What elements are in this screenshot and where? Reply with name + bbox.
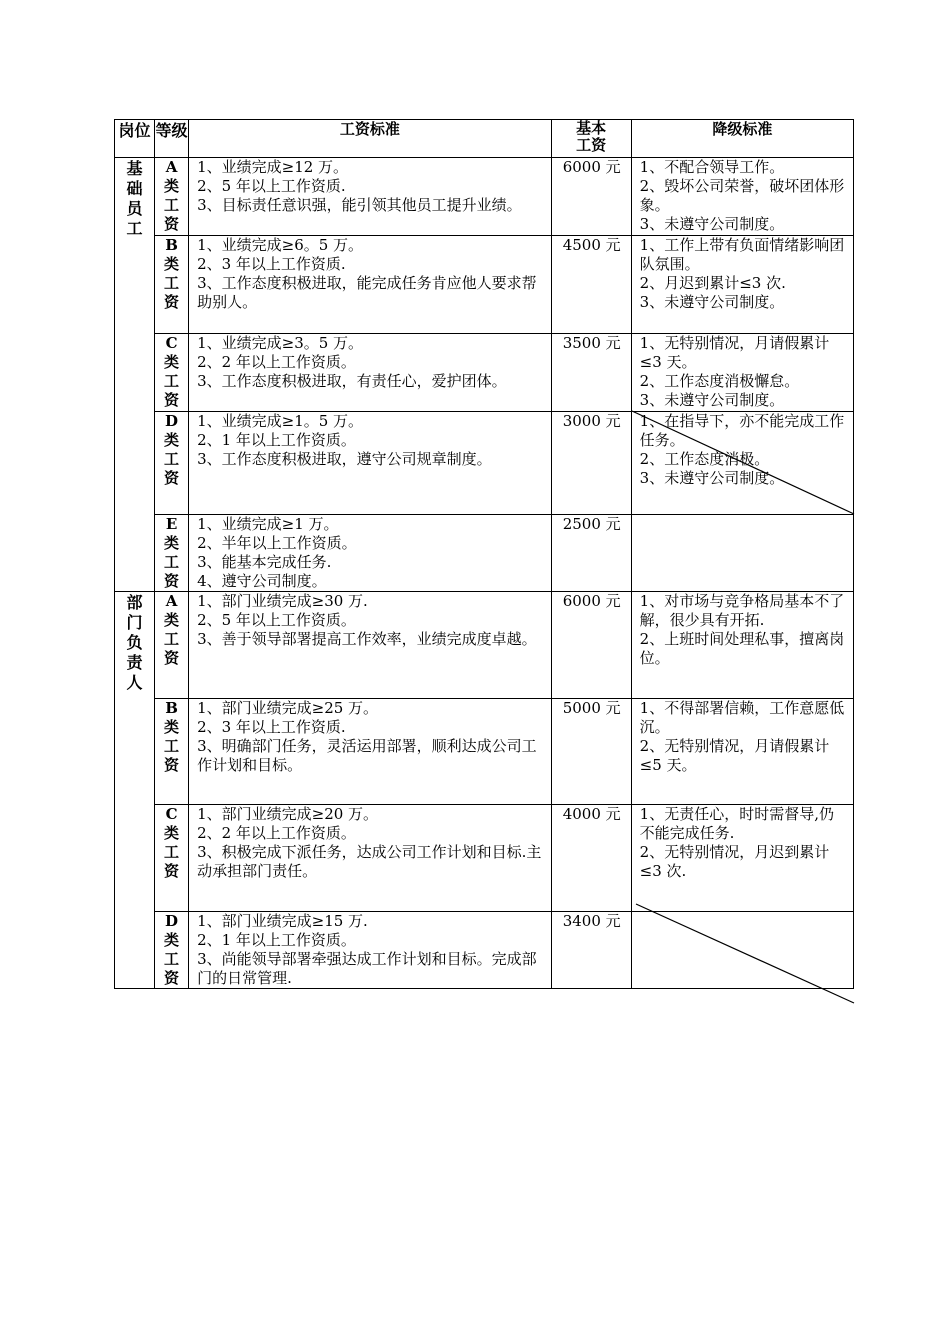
standard-line: 3、善于领导部署提高工作效率，业绩完成度卓越。: [197, 630, 537, 648]
table-row: [115, 236, 854, 334]
standard-cell: [189, 592, 551, 699]
grade-char: 类: [164, 534, 180, 552]
salary-standard-document: [114, 119, 854, 989]
table-row: [115, 592, 854, 699]
grade-cell: [155, 412, 189, 515]
grade-char: A: [165, 158, 178, 176]
strike-diagonal-d-manager: [114, 119, 115, 120]
grade-cell: [155, 699, 189, 805]
standard-cell: [189, 158, 551, 236]
standard-cell: [189, 515, 551, 592]
base-salary-cell: 2500 元: [551, 515, 631, 592]
base-salary-cell: 6000 元: [551, 158, 631, 236]
standard-line: 2、2 年以上工作资质。: [197, 353, 356, 371]
grade-char: A: [165, 592, 178, 610]
standard-line: 3、积极完成下派任务，达成公司工作计划和目标.主动承担部门责任。: [197, 843, 542, 880]
post-label: 部门负责人: [126, 593, 143, 692]
downgrade-cell: [631, 236, 853, 334]
standard-cell: [189, 412, 551, 515]
base-salary-cell: 3500 元: [551, 334, 631, 412]
downgrade-cell: [631, 592, 853, 699]
downgrade-line: 2、毁坏公司荣誉，破坏团体形象。: [639, 177, 845, 214]
downgrade-line: 3、未遵守公司制度。: [639, 215, 785, 233]
grade-char: 工: [164, 274, 180, 292]
downgrade-line: 1、无责任心，时时需督导,仍不能完成任务.: [639, 805, 834, 842]
standard-line: 3、尚能领导部署牵强达成工作计划和目标。完成部门的日常管理.: [197, 950, 537, 987]
salary-table: [114, 119, 854, 989]
standard-cell: [189, 699, 551, 805]
grade-char: 类: [164, 931, 180, 949]
grade-char: 工: [164, 843, 180, 861]
table-row: [115, 412, 854, 515]
table-row: [115, 699, 854, 805]
standard-line: 1、业绩完成≥12 万。: [197, 158, 349, 176]
downgrade-line: 3、未遵守公司制度。: [639, 293, 785, 311]
grade-cell: [155, 912, 189, 989]
downgrade-line: 2、工作态度消极。: [639, 450, 770, 468]
table-row: [115, 158, 854, 236]
grade-cell: [155, 334, 189, 412]
standard-line: 4、遵守公司制度。: [197, 572, 327, 590]
downgrade-line: 1、不配合领导工作。: [639, 158, 785, 176]
downgrade-line: 1、对市场与竞争格局基本不了解，很少具有开拓.: [639, 592, 845, 629]
standard-line: 1、业绩完成≥1。5 万。: [197, 412, 364, 430]
grade-char: 类: [164, 353, 180, 371]
downgrade-line: 2、月迟到累计≤3 次.: [639, 274, 786, 292]
grade-char: 资: [164, 756, 180, 774]
grade-char: 资: [164, 572, 180, 590]
standard-line: 2、3 年以上工作资质.: [197, 255, 346, 273]
grade-cell: [155, 158, 189, 236]
standard-line: 1、部门业绩完成≥20 万。: [197, 805, 379, 823]
standard-line: 1、业绩完成≥6。5 万。: [197, 236, 364, 254]
grade-char: 资: [164, 293, 180, 311]
grade-char: 类: [164, 177, 180, 195]
grade-char: E: [165, 515, 178, 533]
grade-char: 资: [164, 391, 180, 409]
standard-line: 1、业绩完成≥1 万。: [197, 515, 339, 533]
base-salary-cell: 3400 元: [551, 912, 631, 989]
grade-char: 工: [164, 737, 180, 755]
downgrade-line: 2、无特别情况，月请假累计≤5 天。: [639, 737, 830, 774]
standard-line: 2、5 年以上工作资质.: [197, 177, 346, 195]
downgrade-line: 2、上班时间处理私事，擅离岗位。: [639, 630, 845, 667]
downgrade-cell: [631, 699, 853, 805]
standard-line: 3、工作态度积极进取，能完成任务肯应他人要求帮助别人。: [197, 274, 537, 311]
downgrade-cell: [631, 515, 853, 592]
post-label: 基础员工: [126, 159, 143, 238]
standard-line: 2、3 年以上工作资质.: [197, 718, 346, 736]
standard-cell: [189, 912, 551, 989]
standard-line: 2、2 年以上工作资质。: [197, 824, 356, 842]
grade-char: 工: [164, 450, 180, 468]
base-salary-cell: 4500 元: [551, 236, 631, 334]
standard-cell: [189, 236, 551, 334]
downgrade-cell: [631, 912, 853, 989]
grade-char: 工: [164, 630, 180, 648]
standard-cell: [189, 805, 551, 912]
grade-char: D: [165, 412, 179, 430]
downgrade-line: 1、不得部署信赖，工作意愿低沉。: [639, 699, 845, 736]
downgrade-line: 3、未遵守公司制度。: [639, 391, 785, 409]
standard-line: 2、1 年以上工作资质。: [197, 431, 356, 449]
base-salary-cell: 4000 元: [551, 805, 631, 912]
standard-cell: [189, 334, 551, 412]
grade-char: 类: [164, 824, 180, 842]
grade-char: 类: [164, 431, 180, 449]
downgrade-cell: [631, 412, 853, 515]
grade-cell: [155, 515, 189, 592]
grade-char: 工: [164, 950, 180, 968]
post-cell: [115, 592, 155, 989]
standard-line: 2、半年以上工作资质。: [197, 534, 357, 552]
downgrade-cell: [631, 805, 853, 912]
grade-char: D: [165, 912, 179, 930]
grade-cell: [155, 592, 189, 699]
grade-char: 工: [164, 372, 180, 390]
grade-char: B: [165, 236, 178, 254]
grade-char: 工: [164, 553, 180, 571]
standard-line: 1、部门业绩完成≥30 万.: [197, 592, 368, 610]
grade-char: C: [165, 805, 178, 823]
standard-line: 3、工作态度积极进取，有责任心，爱护团体。: [197, 372, 507, 390]
post-cell: [115, 158, 155, 592]
base-salary-cell: 3000 元: [551, 412, 631, 515]
grade-char: 资: [164, 862, 180, 880]
grade-char: 类: [164, 255, 180, 273]
grade-char: 类: [164, 718, 180, 736]
standard-line: 3、能基本完成任务.: [197, 553, 332, 571]
grade-char: B: [165, 699, 178, 717]
downgrade-line: 1、工作上带有负面情绪影响团队氛围。: [639, 236, 845, 273]
standard-line: 1、业绩完成≥3。5 万。: [197, 334, 364, 352]
table-row: [115, 334, 854, 412]
table-row: [115, 805, 854, 912]
header-downgrade: 降级标准: [631, 120, 853, 158]
header-grade: 等级: [155, 120, 189, 158]
downgrade-line: 2、工作态度消极懈怠。: [639, 372, 800, 390]
downgrade-cell: [631, 158, 853, 236]
header-post: 岗位: [115, 120, 155, 158]
downgrade-line: 1、在指导下，亦不能完成工作任务。: [639, 412, 845, 449]
grade-char: 资: [164, 969, 180, 987]
downgrade-line: 3、未遵守公司制度。: [639, 469, 785, 487]
base-salary-cell: 5000 元: [551, 699, 631, 805]
standard-line: 1、部门业绩完成≥25 万。: [197, 699, 379, 717]
table-row: [115, 912, 854, 989]
downgrade-line: 1、无特别情况，月请假累计≤3 天。: [639, 334, 830, 371]
grade-char: C: [165, 334, 178, 352]
grade-cell: [155, 236, 189, 334]
downgrade-line: 2、无特别情况，月迟到累计≤3 次.: [639, 843, 830, 880]
table-row: [115, 515, 854, 592]
standard-line: 1、部门业绩完成≥15 万.: [197, 912, 368, 930]
grade-char: 资: [164, 215, 180, 233]
base-salary-cell: 6000 元: [551, 592, 631, 699]
standard-line: 2、1 年以上工作资质。: [197, 931, 356, 949]
standard-line: 2、5 年以上工作资质。: [197, 611, 356, 629]
standard-line: 3、目标责任意识强，能引领其他员工提升业绩。: [197, 196, 522, 214]
header-standard: 工资标准: [189, 120, 551, 158]
downgrade-cell: [631, 334, 853, 412]
grade-char: 工: [164, 196, 180, 214]
header-base: 基本工资: [551, 120, 631, 158]
header-row: [115, 120, 854, 158]
grade-cell: [155, 805, 189, 912]
grade-char: 资: [164, 649, 180, 667]
standard-line: 3、明确部门任务，灵活运用部署，顺利达成公司工作计划和目标。: [197, 737, 537, 774]
grade-char: 类: [164, 611, 180, 629]
standard-line: 3、工作态度积极进取，遵守公司规章制度。: [197, 450, 492, 468]
grade-char: 资: [164, 469, 180, 487]
